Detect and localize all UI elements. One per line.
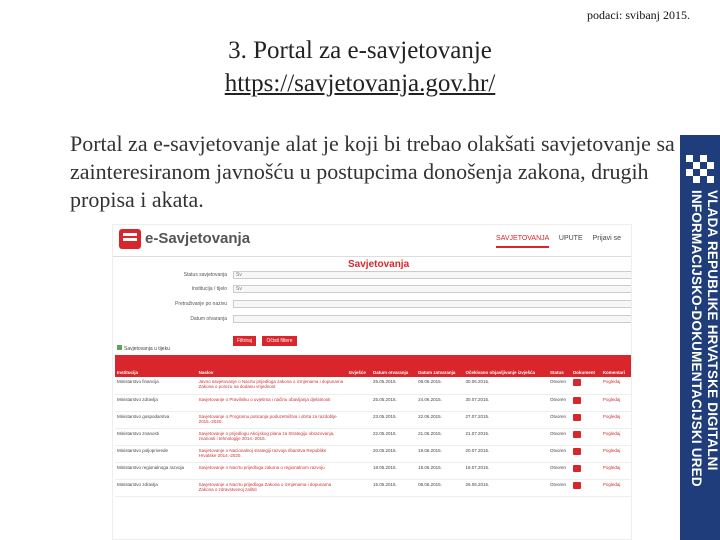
- column-header[interactable]: Očekivano objavljivanje izvješća: [464, 355, 548, 377]
- table-cell: Ministarstvo poljoprivrede: [115, 445, 197, 462]
- table-cell: Otvoren: [548, 377, 571, 394]
- table-row[interactable]: [115, 479, 631, 496]
- table-cell: Otvoren: [548, 479, 571, 496]
- table-cell: Otvoren: [548, 428, 571, 445]
- date-note: podaci: svibanj 2015.: [587, 8, 690, 22]
- filter-date-input[interactable]: [233, 315, 632, 323]
- filter-label: Institucija / tijelo: [191, 286, 227, 292]
- table-cell: 18.07.2015.: [464, 462, 548, 479]
- column-header[interactable]: Izvješće: [347, 355, 371, 377]
- consultations-table: [115, 355, 631, 497]
- pdf-icon[interactable]: [573, 465, 581, 472]
- table-cell: [347, 428, 371, 445]
- table-cell: Ministarstvo financija: [115, 377, 197, 394]
- table-cell: 22.05.2015.: [371, 428, 416, 445]
- table-cell: Ministarstvo regionalnoga razvoja: [115, 462, 197, 479]
- column-header[interactable]: Datum otvaranja: [371, 355, 416, 377]
- table-row[interactable]: [115, 377, 631, 394]
- filter-buttons: [233, 329, 299, 347]
- table-cell: 15.05.2015.: [371, 479, 416, 496]
- table-header: [115, 355, 631, 377]
- table-cell[interactable]: Javno savjetovanje o Nacrtu prijedloga zakona o izmjenama i dopunama Zakona o porezu na dodanu vrijednost: [197, 377, 347, 394]
- section-title: [117, 345, 170, 352]
- nav-savjetovanja[interactable]: SAVJETOVANJA: [496, 235, 549, 248]
- table-cell: Otvoren: [548, 411, 571, 428]
- portal-heading: Savjetovanja: [348, 259, 410, 270]
- pdf-icon[interactable]: [573, 379, 581, 386]
- table-row[interactable]: [115, 445, 631, 462]
- sidebar-org-name: VLADA REPUBLIKE HRVATSKE DIGITALNI INFORMACIJSKO-DOKUMENTACIJSKI URED: [689, 190, 720, 487]
- table-cell: [347, 462, 371, 479]
- table-cell: 25.05.2015.: [371, 377, 416, 394]
- column-header[interactable]: Komentari: [601, 355, 631, 377]
- table-cell: Otvoren: [548, 462, 571, 479]
- table-cell: [347, 377, 371, 394]
- pdf-icon[interactable]: [573, 482, 581, 489]
- table-cell: 30.06.2015.: [464, 377, 548, 394]
- filter-institution-select[interactable]: Sv: [233, 285, 632, 293]
- document-cell: [571, 445, 601, 462]
- table-cell: 21.06.2015.: [416, 428, 463, 445]
- intro-text: Portal za e-savjetovanje alat je koji bi trebao olakšati savjetovanje sa zainteresiranom javnošću u postupcima donošenja zakona, drugih propisa i akata.: [70, 131, 675, 212]
- column-header[interactable]: Dokument: [571, 355, 601, 377]
- nav-upute[interactable]: UPUTE: [558, 235, 583, 242]
- table-cell: Ministarstvo znanosti: [115, 428, 197, 445]
- table-cell: Otvoren: [548, 394, 571, 411]
- pdf-icon[interactable]: [573, 431, 581, 438]
- column-header[interactable]: Institucija: [115, 355, 197, 377]
- section-label: Savjetovanja u tijeku: [124, 346, 170, 352]
- table-cell: 18.05.2015.: [371, 462, 416, 479]
- comments-link[interactable]: Pogledaj: [601, 428, 631, 445]
- pdf-icon[interactable]: [573, 414, 581, 421]
- table-cell[interactable]: Savjetovanje o Programu poticanja poduzetništva i obrta za razdoblje 2015.-2020.: [197, 411, 347, 428]
- table-cell: 20.07.2015.: [464, 445, 548, 462]
- pdf-icon[interactable]: [573, 397, 581, 404]
- filter-label: Datum otvaranja: [190, 316, 227, 322]
- table-cell[interactable]: Savjetovanje o prijedlogu Akcijskog plana za Strategiju obrazovanja, znanosti i tehnologije 2014.-2015.: [197, 428, 347, 445]
- document-cell: [571, 428, 601, 445]
- table-cell: 22.06.2015.: [416, 411, 463, 428]
- table-cell[interactable]: Savjetovanje o Nacrtu prijedloga Zakona o izmjenama i dopunama Zakona o zdravstvenoj zaštiti: [197, 479, 347, 496]
- table-cell: 18.06.2015.: [416, 462, 463, 479]
- table-cell: Otvoren: [548, 445, 571, 462]
- table-row[interactable]: [115, 428, 631, 445]
- column-header[interactable]: Naslov: [197, 355, 347, 377]
- table-cell: 27.07.2015.: [464, 411, 548, 428]
- table-cell: 08.06.2015.: [416, 479, 463, 496]
- portal-nav: [488, 235, 621, 242]
- table-cell: Ministarstvo zdravlja: [115, 479, 197, 496]
- comments-link[interactable]: Pogledaj: [601, 462, 631, 479]
- table-cell[interactable]: Savjetovanje o Pravilniku o uvjetima i načinu obavljanja djelatnosti: [197, 394, 347, 411]
- table-row[interactable]: [115, 394, 631, 411]
- title-text: 3. Portal za e-savjetovanje: [228, 37, 492, 64]
- filter-search-input[interactable]: [233, 300, 632, 308]
- table-cell: 19.06.2015.: [416, 445, 463, 462]
- filter-status-select[interactable]: Sv: [233, 271, 632, 279]
- pdf-icon[interactable]: [573, 448, 581, 455]
- document-cell: [571, 394, 601, 411]
- table-cell: Ministarstvo gospodarstva: [115, 411, 197, 428]
- comments-link[interactable]: Pogledaj: [601, 377, 631, 394]
- nav-login[interactable]: Prijavi se: [592, 235, 621, 242]
- document-cell: [571, 377, 601, 394]
- table-cell[interactable]: Savjetovanje o Nacionalnoj strategiji razvoja ribarstva Republike Hrvatske 2014.-2020.: [197, 445, 347, 462]
- portal-link[interactable]: https://savjetovanja.gov.hr/: [224, 70, 496, 97]
- column-header[interactable]: Status: [548, 355, 571, 377]
- filter-label: Pretraživanje po nazivu: [175, 301, 227, 307]
- table-cell: Ministarstvo zdravlja: [115, 394, 197, 411]
- filter-button[interactable]: Filtriraj: [233, 336, 256, 346]
- filter-label: Status savjetovanja: [183, 272, 227, 278]
- portal-header: [113, 225, 631, 257]
- checkerboard-logo-icon: [686, 155, 714, 183]
- table-row[interactable]: [115, 411, 631, 428]
- document-cell: [571, 411, 601, 428]
- table-cell: 25.05.2015.: [371, 394, 416, 411]
- comments-link[interactable]: Pogledaj: [601, 479, 631, 496]
- comments-link[interactable]: Pogledaj: [601, 445, 631, 462]
- document-cell: [571, 462, 601, 479]
- portal-screenshot: [112, 224, 632, 540]
- table-cell: [347, 445, 371, 462]
- column-header[interactable]: Datum zatvaranja: [416, 355, 463, 377]
- comments-link[interactable]: Pogledaj: [601, 394, 631, 411]
- table-cell: 30.07.2015.: [464, 394, 548, 411]
- table-cell: 26.06.2015.: [464, 479, 548, 496]
- chat-logo-icon: [119, 229, 141, 249]
- table-cell: 21.07.2015.: [464, 428, 548, 445]
- table-cell: 08.06.2015.: [416, 377, 463, 394]
- clear-filters-button[interactable]: Očisti filtere: [262, 336, 296, 346]
- table-cell: [347, 411, 371, 428]
- status-dot-icon: [117, 345, 122, 350]
- portal-logo[interactable]: e-Savjetovanja: [145, 230, 251, 247]
- comments-link[interactable]: Pogledaj: [601, 411, 631, 428]
- slide-title: [0, 34, 720, 100]
- table-cell: [347, 394, 371, 411]
- document-cell: [571, 479, 601, 496]
- table-cell: 24.06.2015.: [416, 394, 463, 411]
- table-row[interactable]: [115, 462, 631, 479]
- table-cell: 23.05.2015.: [371, 411, 416, 428]
- table-cell: [347, 479, 371, 496]
- table-cell[interactable]: Savjetovanje o Nacrtu prijedloga zakona o regionalnom razvoju: [197, 462, 347, 479]
- table-cell: 20.05.2015.: [371, 445, 416, 462]
